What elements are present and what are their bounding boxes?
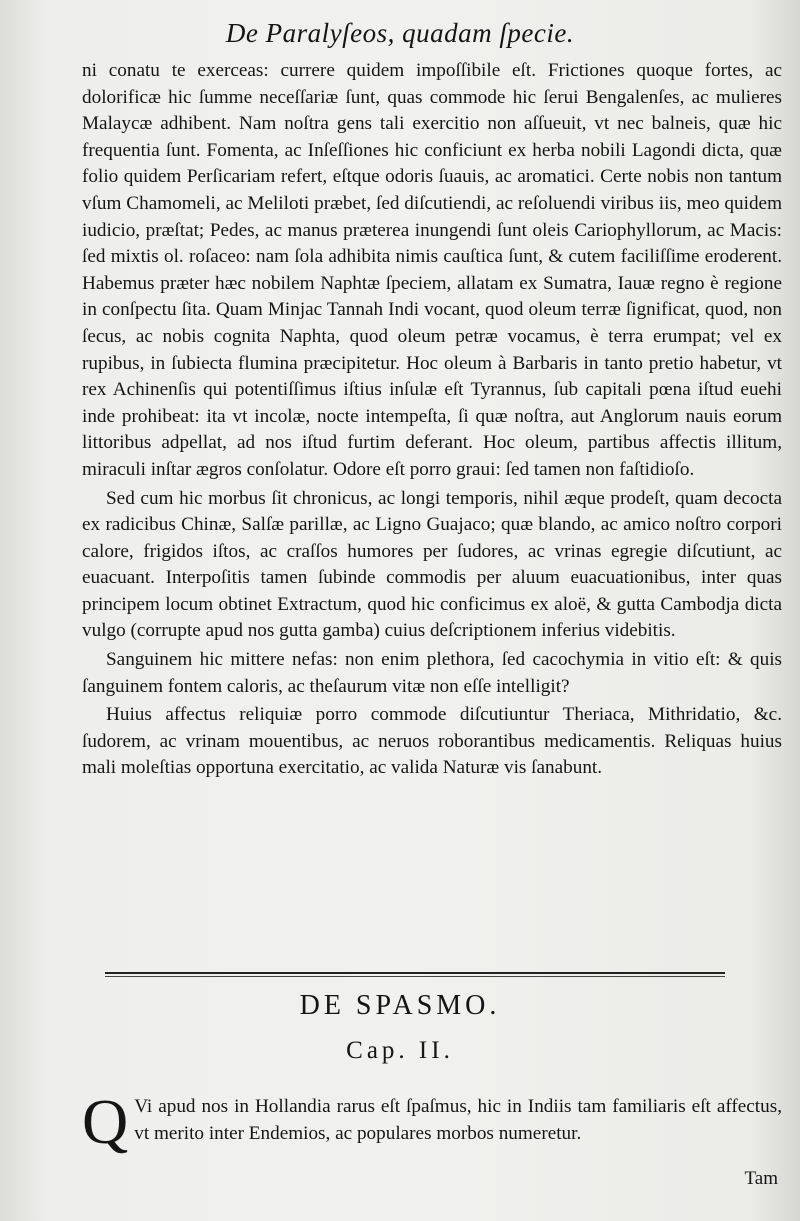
drop-cap: Q (82, 1086, 129, 1157)
main-text (82, 58, 782, 782)
chapter-text (82, 1086, 782, 1157)
paragraph-1: ni conatu te exerceas: currere quidem impoſſibile eſt. Frictiones quoque fortes, ac dolorificæ hic ſumme neceſſariæ ſunt, quas commode hic ſerui Bengalenſes, ac mulieres Malaycæ adhibent. Nam noſtra gens tali exercitio non aſſueuit, vt nec balneis, quæ hic frequentia ſunt. Fomenta, ac Inſeſſiones hic conficiunt ex herba nobili Lagondi dicta, quæ folio quidem Perſicariam refert, eſtque odoris ſuauis, ac aromatici. Certe nobis non tantum vſum Chamomeli, ac Meliloti præbet, ſed diſcutiendi, ac reſoluendi viribus iis, meo quidem iudicio, præſtat; Pedes, ac manus præterea inungendi ſunt oleis Cariophyllorum, ac Macis: ſed mixtis ol. roſaceo: nam ſola adhibita nimis cauſtica ſunt, & cutem faciliſſime eroderent. Habemus præter hæc nobilem Naphtæ ſpeciem, allatam ex Sumatra, Iauæ regno è regione in conſpectu ſita. Quam Minjac Tannah Indi vocant, quod oleum terræ ſignificat, quod, non ſecus, ac nobis cognita Naphta, quod oleum petræ vocamus, è terra erumpat; vel ex rupibus, in ſubiecta flumina præcipitetur. Hoc oleum à Barbaris in tanto pretio habetur, vt rex Achinenſis qui potentiſſimus iſtius inſulæ eſt Tyrannus, ſub capitali pœna iſtud euehi inde prohibeat: ita vt incolæ, nocte intempeſta, ſi quæ noſtra, aut Anglorum nauis eorum littoribus adpellat, ad nos iſtud furtim deferant. Hoc oleum, partibus affectis illitum, miraculi inſtar ægros conſolatur. Odore eſt porro graui: ſed tamen non faſtidioſo. (82, 60, 782, 480)
section-title: DE SPASMO. (299, 990, 501, 1021)
running-head: De Paralyſeos, quadam ſpecie. (225, 18, 575, 48)
paragraph-2: Sed cum hic morbus ſit chronicus, ac longi temporis, nihil æque prodeſt, quam decocta ex radicibus Chinæ, Salſæ parillæ, ac Ligno Guajaco; quæ blando, ac amico noſtro corpori calore, frigidos iſtos, ac craſſos humores per ſudores, ac vrinas egregie diſcutiunt, ac euacuant. Interpoſitis tamen ſubinde commodis per aluum euacuationibus, inter quas principem locum obtinet Extractum, quod hic conficimus ex aloë, & gutta Cambodja dicta vulgo (corrupte apud nos gutta gamba) cuius deſcriptionem inferius videbitis. (82, 487, 782, 642)
paragraph-3: Sanguinem hic mittere nefas: non enim plethora, ſed cacochymia in vitio eſt: & quis ſanguinem fontem caloris, ac theſaurum vitæ non eſſe intelligit? (82, 649, 782, 697)
section-divider (105, 972, 725, 977)
paragraph-4: Huius affectus reliquiæ porro commode diſcutiuntur Theriaca, Mithridatio, &c. ſudorem, ac vrinam mouentibus, ac neruos roborantibus medicamentis. Reliquas huius mali moleſtias opportuna exercitatio, ac valida Naturæ vis ſanabunt. (82, 704, 782, 779)
catchword: Tam (744, 1168, 778, 1189)
chapter-heading: Cap. II. (346, 1037, 454, 1064)
chapter-paragraph: Vi apud nos in Hollandia rarus eſt ſpaſmus, hic in Indiis tam familiaris eſt affectus, vt merito inter Endemios, ac populares morbos numeretur. (134, 1096, 782, 1144)
